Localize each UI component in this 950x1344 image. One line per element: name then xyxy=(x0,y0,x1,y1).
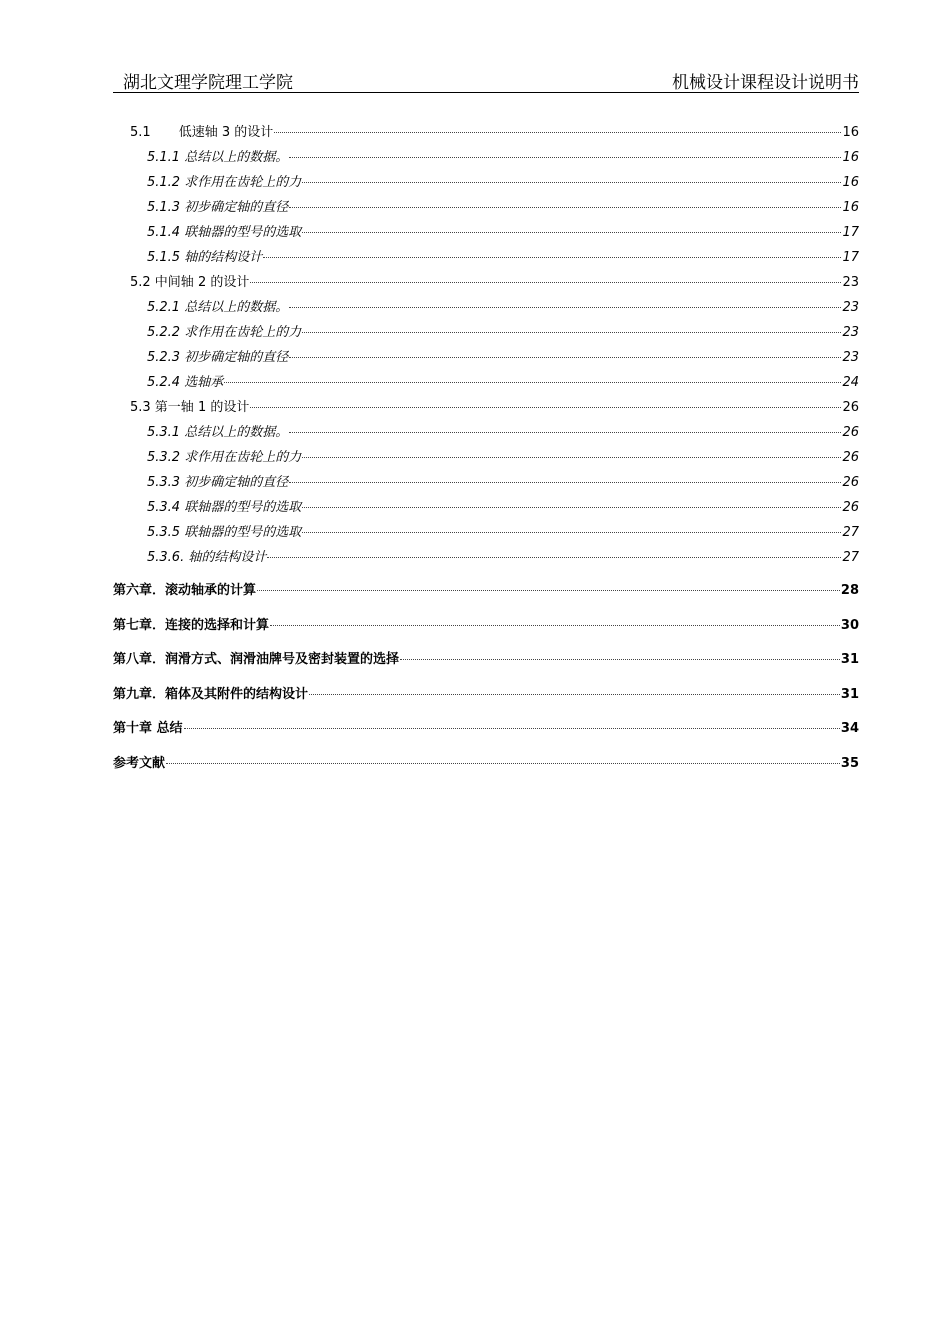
toc-entry-title: 5.3.1 总结以上的数据。 xyxy=(147,425,289,440)
toc-dot-leader xyxy=(263,257,841,258)
toc-entry[interactable] xyxy=(113,643,859,678)
toc-dot-leader xyxy=(302,332,841,333)
toc-entry-title: 5.2.1 总结以上的数据。 xyxy=(147,300,289,315)
toc-entry[interactable] xyxy=(113,470,859,495)
toc-entry[interactable] xyxy=(113,574,859,609)
toc-entry-title: 5.2.4 选轴承 xyxy=(147,375,224,390)
toc-entry-title: 5.2 中间轴 2 的设计 xyxy=(130,275,250,290)
toc-dot-leader xyxy=(289,357,841,358)
toc-page-number: 16 xyxy=(842,175,859,190)
toc-page-number: 16 xyxy=(842,125,859,140)
toc-dot-leader xyxy=(267,557,841,558)
toc-dot-leader xyxy=(289,307,841,308)
toc-entry-text: 低速轴 3 的设计 xyxy=(178,125,274,140)
toc-dot-leader xyxy=(250,407,841,408)
toc-page-number: 27 xyxy=(842,550,859,565)
toc-page-number: 23 xyxy=(842,325,859,340)
toc-entry-title: 第六章．滚动轴承的计算 xyxy=(113,583,257,598)
toc-entry-title: 5.3.3 初步确定轴的直径 xyxy=(147,475,289,490)
toc-entry-title: 第十章 总结 xyxy=(113,721,183,736)
toc-dot-leader xyxy=(270,625,840,626)
table-of-contents xyxy=(113,120,859,781)
toc-entry[interactable] xyxy=(113,370,859,395)
toc-entry-title: 5.2.3 初步确定轴的直径 xyxy=(147,350,289,365)
toc-page-number: 26 xyxy=(842,400,859,415)
toc-page-number: 23 xyxy=(842,350,859,365)
toc-page-number: 23 xyxy=(842,300,859,315)
toc-dot-leader xyxy=(289,432,841,433)
toc-page-number: 17 xyxy=(842,225,859,240)
toc-page-number: 31 xyxy=(840,652,859,667)
toc-dot-leader xyxy=(302,532,841,533)
toc-entry-title: 第九章．箱体及其附件的结构设计 xyxy=(113,686,309,702)
toc-entry-title: 5.1.5 轴的结构设计 xyxy=(147,250,263,265)
toc-entry[interactable] xyxy=(113,170,859,195)
toc-page-number: 27 xyxy=(842,525,859,540)
toc-page-number: 34 xyxy=(840,721,859,736)
header-institution: 湖北文理学院理工学院 xyxy=(123,73,293,93)
toc-entry[interactable] xyxy=(113,520,859,545)
toc-entry[interactable] xyxy=(113,345,859,370)
toc-entry[interactable] xyxy=(113,747,859,782)
toc-dot-leader xyxy=(289,207,841,208)
toc-entry-title: 5.1.1 总结以上的数据。 xyxy=(147,150,289,165)
toc-page-number: 30 xyxy=(840,617,859,633)
toc-entry-title: 5.1.2 求作用在齿轮上的力 xyxy=(147,175,302,190)
toc-page-number: 26 xyxy=(842,500,859,515)
toc-dot-leader xyxy=(166,763,840,764)
toc-entry[interactable] xyxy=(113,120,859,145)
toc-entry-title: 5.1.3 初步确定轴的直径 xyxy=(147,200,289,215)
toc-entry[interactable] xyxy=(113,445,859,470)
toc-page-number: 26 xyxy=(842,475,859,490)
toc-dot-leader xyxy=(250,282,841,283)
toc-entry[interactable] xyxy=(113,545,859,570)
toc-page-number: 26 xyxy=(842,450,859,465)
toc-dot-leader xyxy=(289,157,841,158)
toc-entry-number: 5.1 xyxy=(130,125,151,140)
toc-dot-leader xyxy=(309,694,840,695)
toc-page-number: 28 xyxy=(840,583,859,598)
toc-dot-leader xyxy=(224,382,841,383)
toc-page-number: 16 xyxy=(842,200,859,215)
toc-entry[interactable] xyxy=(113,245,859,270)
toc-entry-title: 5.3.5 联轴器的型号的选取 xyxy=(147,525,302,540)
toc-page-number: 24 xyxy=(842,375,859,390)
toc-entry[interactable] xyxy=(113,145,859,170)
toc-entry-title xyxy=(130,120,273,145)
toc-page-number: 23 xyxy=(842,275,859,290)
toc-entry-title: 5.3.2 求作用在齿轮上的力 xyxy=(147,450,302,465)
toc-entry[interactable] xyxy=(113,712,859,747)
page-header xyxy=(113,66,859,93)
toc-dot-leader xyxy=(400,659,840,660)
toc-page-number: 26 xyxy=(842,425,859,440)
toc-entry[interactable] xyxy=(113,395,859,420)
toc-page-number: 16 xyxy=(842,150,859,165)
toc-entry[interactable] xyxy=(113,420,859,445)
toc-page-number: 17 xyxy=(842,250,859,265)
toc-dot-leader xyxy=(302,232,841,233)
toc-dot-leader xyxy=(302,182,841,183)
toc-page-number: 31 xyxy=(840,686,859,702)
toc-entry-title: 第七章．连接的选择和计算 xyxy=(113,617,270,633)
toc-dot-leader xyxy=(289,482,841,483)
toc-entry[interactable] xyxy=(113,320,859,345)
toc-dot-leader xyxy=(257,590,840,591)
header-document-title: 机械设计课程设计说明书 xyxy=(672,73,859,93)
toc-entry[interactable] xyxy=(113,270,859,295)
toc-entry[interactable] xyxy=(113,195,859,220)
toc-entry-title: 5.2.2 求作用在齿轮上的力 xyxy=(147,325,302,340)
toc-entry[interactable] xyxy=(113,495,859,520)
toc-entry[interactable] xyxy=(113,609,859,644)
toc-entry-title: 第八章．润滑方式、润滑油牌号及密封装置的选择 xyxy=(113,652,400,667)
toc-page-number: 35 xyxy=(840,755,859,771)
toc-entry-title: 5.1.4 联轴器的型号的选取 xyxy=(147,225,302,240)
toc-dot-leader xyxy=(274,132,841,133)
toc-dot-leader xyxy=(302,457,841,458)
toc-entry[interactable] xyxy=(113,295,859,320)
toc-entry[interactable] xyxy=(113,220,859,245)
toc-entry-title: 5.3.4 联轴器的型号的选取 xyxy=(147,500,302,515)
toc-entry[interactable] xyxy=(113,678,859,713)
toc-entry-title: 5.3 第一轴 1 的设计 xyxy=(130,400,250,415)
toc-dot-leader xyxy=(302,507,841,508)
toc-entry-title: 5.3.6. 轴的结构设计 xyxy=(147,550,267,565)
toc-dot-leader xyxy=(184,728,840,729)
toc-entry-title: 参考文献 xyxy=(113,755,166,771)
